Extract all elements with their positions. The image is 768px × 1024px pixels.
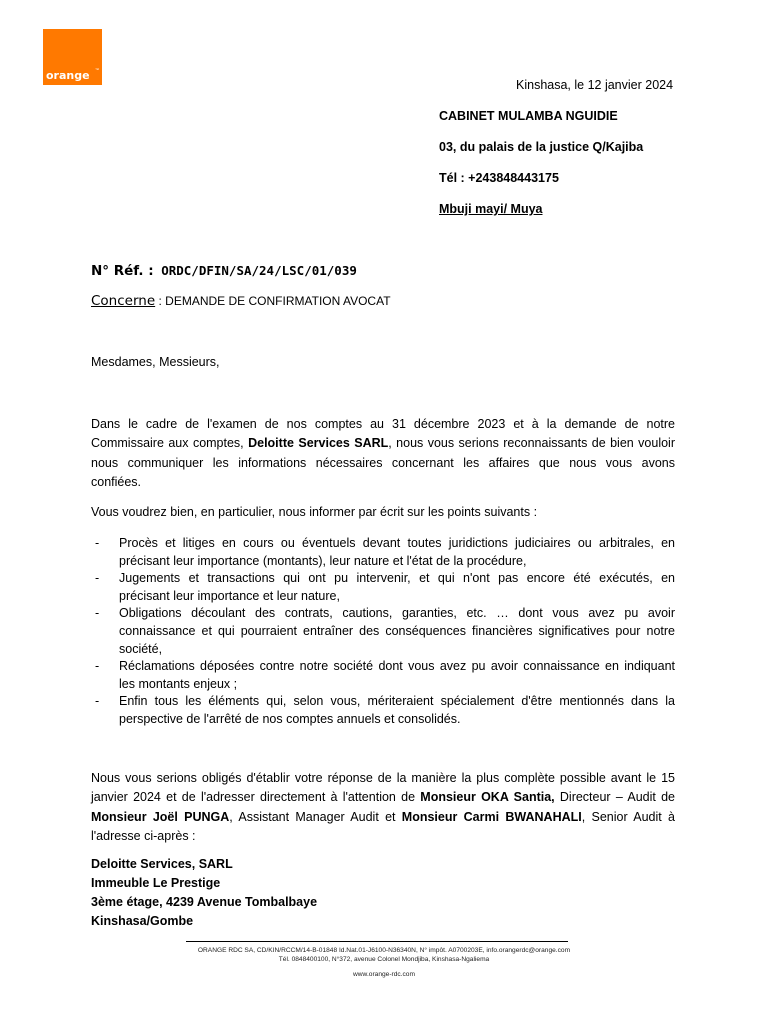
paragraph-line: Dans le cadre de l'examen de nos comptes au 31 décembre 2023 et à la demande de notre: [91, 417, 675, 431]
contact-name: Monsieur Carmi BWANAHALI: [401, 809, 582, 824]
auditor-name: Deloitte Services SARL: [248, 436, 389, 451]
paragraph-line: Nous vous serions obligés d'établir votre réponse de la manière la plus complète possible avant le 15: [91, 771, 675, 785]
subject-label: Concerne: [91, 293, 156, 309]
paragraph-request: [91, 769, 675, 846]
text-span: , Assistant Manager Audit et: [229, 809, 402, 824]
list-item-line: Jugements et transactions qui ont pu intervenir, et qui n'ont pas encore été exécutés, en: [119, 571, 675, 586]
bullet-dash: -: [95, 659, 100, 674]
reference-label: N° Réf. :: [91, 263, 154, 279]
list-item: [91, 570, 675, 605]
list-item-line: Enfin tous les éléments qui, selon vous, mériteraient spécialement d'être mentionnés dans la: [119, 694, 675, 709]
paragraph-line: confiées.: [91, 474, 142, 489]
recipient-address: 03, du palais de la justice Q/Kajiba: [439, 140, 644, 154]
list-item-line: précisant leur importance (montants), leur nature et l'état de la procédure,: [119, 553, 527, 568]
paragraph-intro: [91, 415, 675, 492]
contact-name: Monsieur Joël PUNGA: [91, 809, 230, 824]
bullet-dash: -: [95, 571, 100, 586]
reference-value: ORDC/DFIN/SA/24/LSC/01/039: [161, 263, 357, 278]
bullet-dash: -: [95, 606, 100, 621]
address-line: Kinshasa/Gombe: [91, 914, 194, 928]
footer-divider: [186, 941, 568, 942]
list-item-line: Procès et litiges en cours ou éventuels devant toutes juridictions judiciaires ou arbitrales, en: [119, 536, 675, 550]
address-line: 3ème étage, 4239 Avenue Tombalbaye: [91, 895, 318, 909]
list-item-line: précisant leur importance et leur nature,: [119, 588, 340, 603]
list-item-line: Réclamations déposées contre notre société dont vous avez pu avoir connaissance en indiquant: [119, 659, 675, 674]
list-item-line: société,: [119, 641, 163, 656]
subject-value: DEMANDE DE CONFIRMATION AVOCAT: [165, 294, 391, 308]
list-item: [91, 658, 675, 693]
text-span: Directeur – Audit de: [554, 790, 675, 805]
logo-text: orange: [46, 69, 90, 82]
subject-separator: :: [155, 294, 166, 308]
letter-date: Kinshasa, le 12 janvier 2024: [516, 78, 674, 92]
recipient-city: Mbuji mayi/ Muya: [439, 202, 543, 216]
list-item-line: perspective de l'arrêté de nos comptes annuels et consolidés.: [119, 711, 461, 726]
text-span: , nous vous serions reconnaissants de bien vouloir: [388, 436, 675, 451]
reference-line: [91, 263, 357, 279]
contact-name: Monsieur OKA Santia,: [420, 790, 555, 805]
text-span: janvier 2024 et de l'adresser directement à l'attention de: [91, 790, 421, 805]
list-item: [91, 605, 675, 658]
list-item: [91, 693, 675, 728]
paragraph-line: nous communiquer les informations nécessaires concernant les affaires que nous vous avons: [91, 455, 675, 470]
bullet-dash: -: [95, 536, 100, 550]
list-item: [91, 535, 675, 570]
recipient-phone: Tél : +243848443175: [439, 171, 559, 185]
address-line: Deloitte Services, SARL: [91, 857, 233, 871]
points-list: [91, 535, 675, 729]
text-span: Commissaire aux comptes,: [91, 436, 249, 451]
subject-line: [91, 293, 391, 309]
list-item-line: connaissance et qui pourraient entraîner des conséquences financières significatives pour notre: [119, 623, 675, 638]
paragraph-line: [91, 434, 675, 453]
list-item-line: Obligations découlant des contrats, cautions, garanties, etc. … dont vous avez pu avoir: [119, 606, 675, 621]
paragraph-line: [91, 788, 675, 807]
address-line: Immeuble Le Prestige: [91, 876, 221, 890]
list-item-line: les montants enjeux ;: [119, 676, 238, 691]
footer-website: www.orange-rdc.com: [353, 971, 415, 978]
orange-logo: [43, 29, 102, 85]
paragraph-line: l'adresse ci-après :: [91, 828, 196, 843]
text-span: , Senior Audit à: [581, 809, 675, 824]
footer-company-info: ORANGE RDC SA, CD/KIN/RCCM/14-B-01848 Id.Nat.01-J6100-N36340N, N° impôt. A0700203E, info.orangerdc@orange.com: [197, 947, 571, 954]
recipient-name: CABINET MULAMBA NGUIDIE: [439, 109, 618, 123]
paragraph-points-intro: Vous voudrez bien, en particulier, nous informer par écrit sur les points suivants :: [91, 505, 538, 519]
greeting: Mesdames, Messieurs,: [91, 355, 220, 369]
bullet-dash: -: [95, 694, 100, 709]
logo-tm: ™: [95, 67, 99, 72]
footer-contact: Tél. 0848400100, N°372, avenue Colonel Mondjiba, Kinshasa-Ngaliema: [278, 956, 490, 963]
paragraph-line: [91, 808, 675, 827]
